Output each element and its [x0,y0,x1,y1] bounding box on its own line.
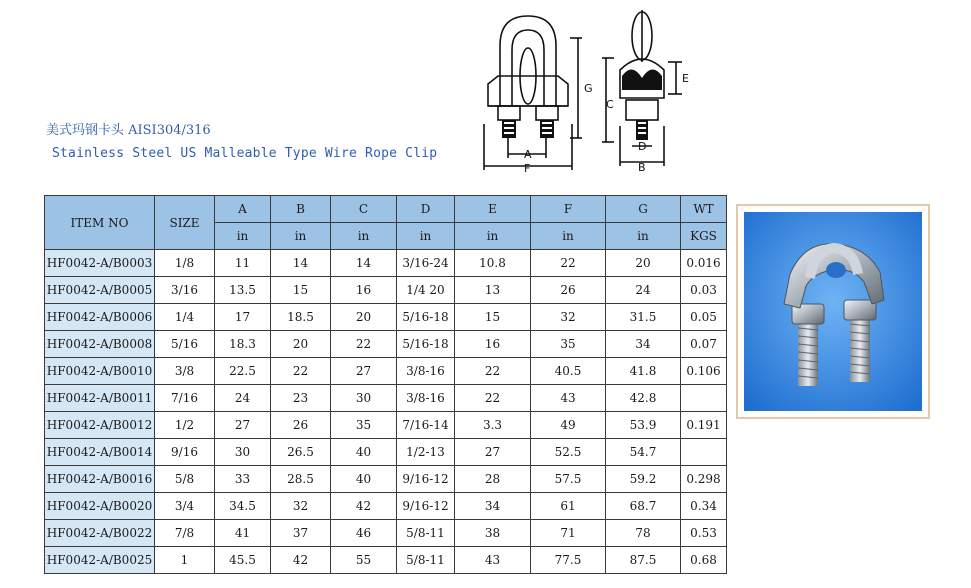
table-cell: 32 [531,304,606,331]
table-row [45,304,727,331]
dim-label-g: G [584,82,593,95]
item-no-cell: HF0042-A/B0016 [45,466,155,493]
table-cell: 41.8 [606,358,681,385]
table-cell: 40.5 [531,358,606,385]
table-cell: 45.5 [215,547,271,574]
table-cell: 22 [455,385,531,412]
item-no-cell: HF0042-A/B0011 [45,385,155,412]
table-cell: 5/16-18 [397,304,455,331]
table-cell: 22 [531,250,606,277]
product-photo-frame [736,204,930,419]
table-cell: 5/8-11 [397,547,455,574]
header-row [45,196,727,223]
table-cell: 15 [271,277,331,304]
table-cell: 61 [531,493,606,520]
table-cell: 0.05 [681,304,727,331]
table-cell: 37 [271,520,331,547]
table-cell: 41 [215,520,271,547]
table-cell: 16 [331,277,397,304]
table-cell: 18.5 [271,304,331,331]
table-cell: 3/16-24 [397,250,455,277]
dim-label-a: A [524,148,532,161]
table-cell: 35 [331,412,397,439]
table-cell: 9/16-12 [397,466,455,493]
table-cell: 20 [606,250,681,277]
spec-table [44,195,727,574]
table-cell: 7/16 [155,385,215,412]
table-cell [681,439,727,466]
table-cell: 53.9 [606,412,681,439]
item-no-cell: HF0042-A/B0020 [45,493,155,520]
table-cell: 5/16-18 [397,331,455,358]
unit-d: in [397,223,455,250]
table-cell: 30 [331,385,397,412]
header-e: E [455,196,531,223]
unit-c: in [331,223,397,250]
table-cell: 43 [531,385,606,412]
table-cell: 28.5 [271,466,331,493]
table-cell: 42 [331,493,397,520]
item-no-cell: HF0042-A/B0003 [45,250,155,277]
product-photo [744,212,922,411]
table-cell: 68.7 [606,493,681,520]
title-chinese: 美式玛钢卡头 AISI304/316 [46,123,211,138]
table-row [45,493,727,520]
table-cell: 43 [455,547,531,574]
table-cell: 42.8 [606,385,681,412]
front-view-drawing [478,6,600,176]
table-row [45,277,727,304]
table-cell: 23 [271,385,331,412]
table-cell: 40 [331,466,397,493]
table-cell: 1/8 [155,250,215,277]
header-a: A [215,196,271,223]
table-cell: 1/2-13 [397,439,455,466]
table-cell: 0.53 [681,520,727,547]
table-cell: 27 [455,439,531,466]
header-wt: WT [681,196,727,223]
table-cell: 1 [155,547,215,574]
table-cell: 3/16 [155,277,215,304]
table-cell: 22 [271,358,331,385]
table-row [45,547,727,574]
header-item-no: ITEM NO [45,196,155,250]
table-cell: 18.3 [215,331,271,358]
table-cell: 71 [531,520,606,547]
table-row [45,385,727,412]
table-cell: 11 [215,250,271,277]
table-cell: 14 [331,250,397,277]
table-row [45,520,727,547]
table-row [45,331,727,358]
table-cell: 0.03 [681,277,727,304]
table-cell: 32 [271,493,331,520]
item-no-cell: HF0042-A/B0005 [45,277,155,304]
item-no-cell: HF0042-A/B0012 [45,412,155,439]
table-cell: 0.106 [681,358,727,385]
item-no-cell: HF0042-A/B0014 [45,439,155,466]
unit-wt: KGS [681,223,727,250]
spec-table-body [45,250,727,574]
table-cell: 49 [531,412,606,439]
header-size: SIZE [155,196,215,250]
table-cell: 33 [215,466,271,493]
table-cell: 55 [331,547,397,574]
table-cell: 77.5 [531,547,606,574]
table-cell: 14 [271,250,331,277]
title-english: Stainless Steel US Malleable Type Wire Rope Clip [52,146,438,161]
table-cell: 0.016 [681,250,727,277]
dim-label-f: F [524,162,531,175]
table-cell: 3/8-16 [397,358,455,385]
table-row [45,466,727,493]
table-cell: 3.3 [455,412,531,439]
table-cell: 59.2 [606,466,681,493]
table-cell: 0.298 [681,466,727,493]
table-cell: 13.5 [215,277,271,304]
table-cell: 78 [606,520,681,547]
table-row [45,439,727,466]
dim-label-c: C [606,98,614,111]
table-cell: 0.34 [681,493,727,520]
table-cell: 5/8-11 [397,520,455,547]
table-cell: 27 [215,412,271,439]
table-cell: 3/8 [155,358,215,385]
item-no-cell: HF0042-A/B0022 [45,520,155,547]
table-cell: 34 [606,331,681,358]
table-cell: 26 [531,277,606,304]
unit-f: in [531,223,606,250]
header-g: G [606,196,681,223]
table-cell: 52.5 [531,439,606,466]
side-view-drawing [600,6,698,176]
table-cell: 1/2 [155,412,215,439]
table-cell: 46 [331,520,397,547]
table-cell: 13 [455,277,531,304]
table-cell: 5/8 [155,466,215,493]
table-cell: 35 [531,331,606,358]
unit-b: in [271,223,331,250]
table-cell: 30 [215,439,271,466]
table-cell: 9/16 [155,439,215,466]
table-cell: 42 [271,547,331,574]
table-cell: 57.5 [531,466,606,493]
header-b: B [271,196,331,223]
table-cell: 87.5 [606,547,681,574]
unit-a: in [215,223,271,250]
table-cell: 22.5 [215,358,271,385]
table-cell: 0.07 [681,331,727,358]
table-cell: 26.5 [271,439,331,466]
unit-e: in [455,223,531,250]
table-cell: 17 [215,304,271,331]
item-no-cell: HF0042-A/B0025 [45,547,155,574]
table-cell [681,385,727,412]
header-c: C [331,196,397,223]
table-cell: 24 [606,277,681,304]
table-cell: 22 [455,358,531,385]
table-cell: 28 [455,466,531,493]
table-cell: 3/4 [155,493,215,520]
table-cell: 20 [331,304,397,331]
table-cell: 54.7 [606,439,681,466]
table-cell: 1/4 20 [397,277,455,304]
header-d: D [397,196,455,223]
table-cell: 34.5 [215,493,271,520]
unit-g: in [606,223,681,250]
table-cell: 1/4 [155,304,215,331]
table-cell: 20 [271,331,331,358]
table-cell: 5/16 [155,331,215,358]
table-cell: 0.191 [681,412,727,439]
dim-label-d: D [638,140,647,153]
table-cell: 22 [331,331,397,358]
table-cell: 7/8 [155,520,215,547]
table-cell: 27 [331,358,397,385]
table-cell: 38 [455,520,531,547]
table-cell: 34 [455,493,531,520]
table-cell: 16 [455,331,531,358]
header-f: F [531,196,606,223]
table-cell: 9/16-12 [397,493,455,520]
table-row [45,358,727,385]
item-no-cell: HF0042-A/B0008 [45,331,155,358]
table-cell: 24 [215,385,271,412]
item-no-cell: HF0042-A/B0010 [45,358,155,385]
table-cell: 15 [455,304,531,331]
table-cell: 7/16-14 [397,412,455,439]
table-cell: 0.68 [681,547,727,574]
table-cell: 3/8-16 [397,385,455,412]
table-cell: 26 [271,412,331,439]
table-cell: 31.5 [606,304,681,331]
table-row [45,412,727,439]
table-cell: 40 [331,439,397,466]
dim-label-e: E [682,72,689,85]
dim-label-b: B [638,161,646,174]
table-cell: 10.8 [455,250,531,277]
item-no-cell: HF0042-A/B0006 [45,304,155,331]
table-row [45,250,727,277]
